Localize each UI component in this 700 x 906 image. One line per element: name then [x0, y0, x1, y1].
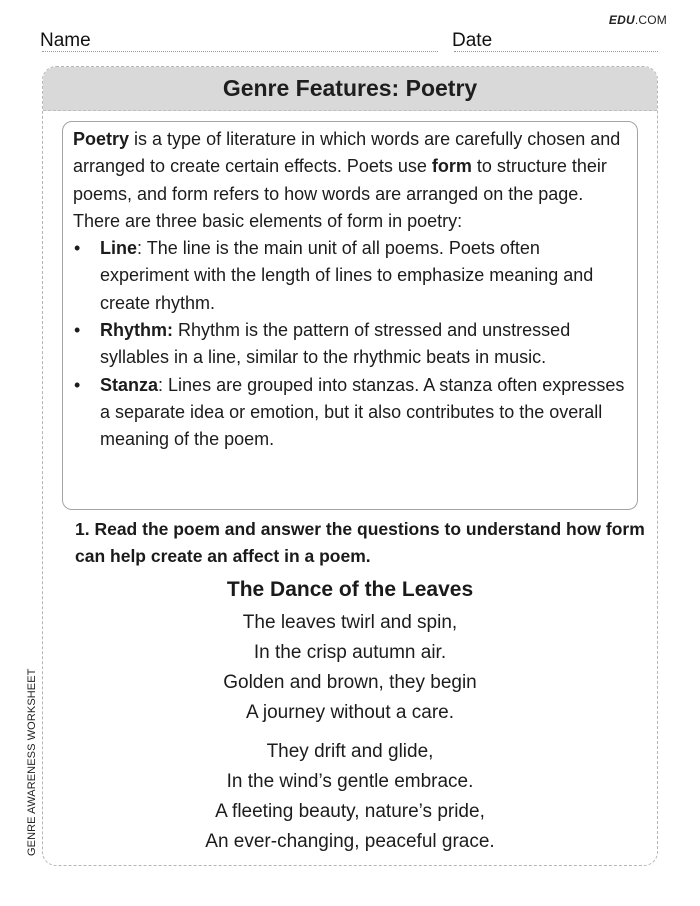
poem: [100, 574, 600, 857]
poem-line: A fleeting beauty, nature’s pride,: [215, 801, 485, 822]
worksheet-title: Genre Features: Poetry: [43, 67, 657, 111]
name-write-line[interactable]: [42, 51, 438, 52]
element-stanza: • Stanza: Lines are grouped into stanzas. A stanza often expresses a separate idea or emotion, but it also contributes to the overall meaning of the poem.: [73, 372, 633, 454]
question-prompt: 1. Read the poem and answer the questions to understand how form can help create an affect in a poem.: [75, 519, 645, 566]
poem-line: An ever-changing, peaceful grace.: [205, 831, 495, 852]
poem-line: In the wind’s gentle embrace.: [226, 771, 474, 792]
poem-line: In the crisp autumn air.: [253, 642, 447, 663]
poem-line: Golden and brown, they begin: [223, 672, 477, 693]
name-date-row: [40, 30, 658, 54]
element-line: • Line: The line is the main unit of all poems. Poets often experiment with the length of lines to emphasize meaning and create rhythm.: [73, 235, 633, 317]
poetry-info-box: [62, 121, 638, 510]
element-rhythm: • Rhythm: Rhythm is the pattern of stressed and unstressed syllables in a line, similar to the rhythmic beats in music.: [73, 317, 633, 372]
date-label: Date: [452, 30, 493, 51]
bullet-icon: •: [74, 320, 81, 341]
bullet-icon: •: [74, 238, 81, 259]
worksheet-side-label: GENRE AWARENESS WORKSHEET: [26, 668, 38, 856]
bullet-icon: •: [74, 374, 81, 395]
poem-line: The leaves twirl and spin,: [242, 612, 458, 633]
name-label: Name: [40, 30, 91, 51]
date-write-line[interactable]: [454, 51, 658, 52]
poem-line: They drift and glide,: [266, 741, 434, 762]
elements-intro: There are three basic elements of form in poetry:: [73, 210, 463, 231]
poetry-definition: Poetry is a type of literature in which words are carefully chosen and arranged to create certain effects. Poets use form to structure their poems, and form refers to how words are arranged on the page.: [73, 129, 621, 204]
edu-logo: EDU.COM: [608, 13, 667, 27]
poem-line: A journey without a care.: [245, 702, 455, 723]
poem-stanza-2: [100, 737, 600, 857]
poem-stanza-1: [100, 608, 600, 728]
poem-title: The Dance of the Leaves: [226, 578, 474, 601]
elements-list: [73, 235, 633, 453]
poetry-info-text: [73, 126, 633, 454]
